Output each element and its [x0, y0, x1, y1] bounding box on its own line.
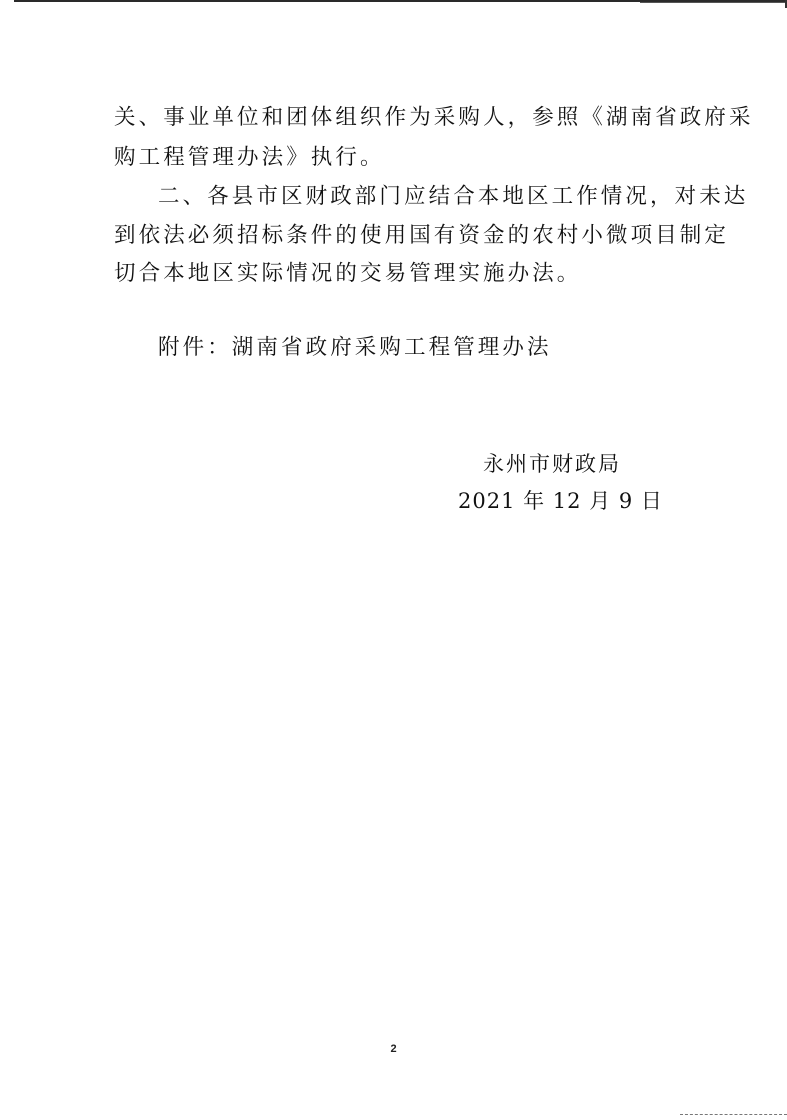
- attachment-line: 附件：湖南省政府采购工程管理办法: [158, 335, 552, 360]
- signature-date: 2021 年 12 月 9 日: [458, 489, 663, 513]
- body-line-1: 关、事业单位和团体组织作为采购人，参照《湖南省政府采: [114, 105, 754, 130]
- scan-edge-top-right: [640, 2, 787, 3]
- scan-edge-bottom: [680, 1114, 787, 1116]
- page-number: 2: [390, 1043, 397, 1055]
- body-line-3: 二、各县市区财政部门应结合本地区工作情况，对未达: [158, 184, 749, 209]
- body-line-2: 购工程管理办法》执行。: [114, 145, 385, 170]
- signature-organization: 永州市财政局: [483, 452, 621, 476]
- body-line-4: 到依法必须招标条件的使用国有资金的农村小微项目制定: [114, 223, 730, 248]
- body-line-5: 切合本地区实际情况的交易管理实施办法。: [114, 261, 582, 286]
